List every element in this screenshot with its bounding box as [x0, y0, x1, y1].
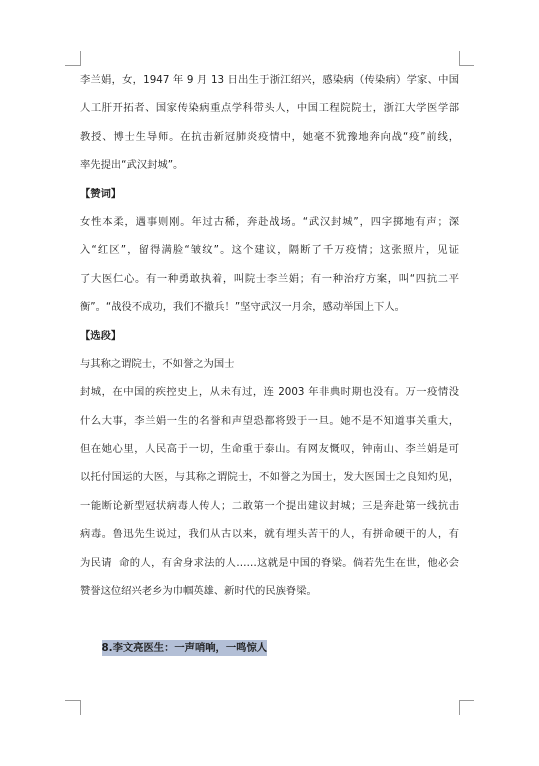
section-heading-selected[interactable] [80, 605, 459, 654]
text-line: 李兰娟，女，1947 年 9 月 13 日出生于浙江绍兴，感染病（传染病）学家、中国 [80, 74, 459, 86]
excerpt-heading: 【选段】 [80, 329, 122, 342]
text-line: 衡”。“战役不成功，我们不撤兵！”坚守武汉一月余，感动举国上下人。 [80, 301, 405, 314]
crop-mark-line [459, 65, 474, 66]
text-line: 为民请 命的人，有舍身求法的人……这就是中国的脊梁。倘若先生在世，他必会 [80, 556, 459, 569]
text-line: 率先提出“武汉封城”。 [80, 159, 184, 172]
text-line: 女性本柔，遇事则刚。年过古稀，奔赴战场。“武汉封城”，四字掷地有声；深 [80, 215, 459, 228]
crop-mark-line [459, 700, 474, 701]
document-body[interactable] [80, 66, 459, 654]
text-line: 但在她心里，人民高于一切，生命重于泰山。有网友慨叹，钟南山、李兰娟是可 [80, 443, 459, 456]
crop-mark-line [80, 700, 81, 715]
crop-mark-line [65, 65, 80, 66]
bio-paragraph [80, 66, 459, 180]
text-line: 一能断论新型冠状病毒人传人；二敢第一个提出建议封城；三是奔赴第一线抗击 [80, 499, 459, 512]
praise-paragraph [80, 208, 459, 322]
crop-mark-line [459, 700, 460, 715]
selection-highlight[interactable]: 8.李文亮医生：一声哨响，一鸣惊人 [101, 641, 268, 654]
text-line: 封城，在中国的疾控史上，从未有过，连 2003 年非典时期也没有。万一疫情没 [80, 386, 459, 399]
excerpt-subtitle: 与其称之谓院士，不如誉之为国士 [80, 357, 235, 370]
excerpt-paragraph [80, 378, 459, 605]
text-line: 什么大事，李兰娟一生的名誉和声望恐都将毁于一旦。她不是不知道事关重大， [80, 414, 459, 427]
crop-mark-line [80, 51, 81, 66]
text-line: 赞誉这位绍兴老乡为巾帼英雄、新时代的民族脊梁。 [80, 585, 317, 598]
text-line: 了大医仁心。有一种勇敢执着，叫院士李兰娟；有一种治疗方案，叫“四抗二平 [80, 272, 459, 285]
praise-heading: 【赞词】 [80, 187, 122, 200]
text-line: 入“红区”，留得满脸“皱纹”。这个建议，隔断了千万疫情；这张照片，见证 [80, 244, 459, 257]
text-line: 人工肝开拓者、国家传染病重点学科带头人，中国工程院院士，浙江大学医学部 [80, 102, 459, 115]
text-line: 教授、博士生导师。在抗击新冠肺炎疫情中，她毫不犹豫地奔向战“疫”前线， [80, 130, 459, 143]
text-line: 以托付国运的大医，与其称之谓院士，不如誉之为国士，发大医国士之良知灼见， [80, 471, 459, 484]
crop-mark-line [65, 700, 80, 701]
text-line: 病毒。鲁迅先生说过，我们从古以来，就有埋头苦干的人，有拼命硬干的人，有 [80, 528, 459, 541]
crop-mark-line [459, 51, 460, 66]
